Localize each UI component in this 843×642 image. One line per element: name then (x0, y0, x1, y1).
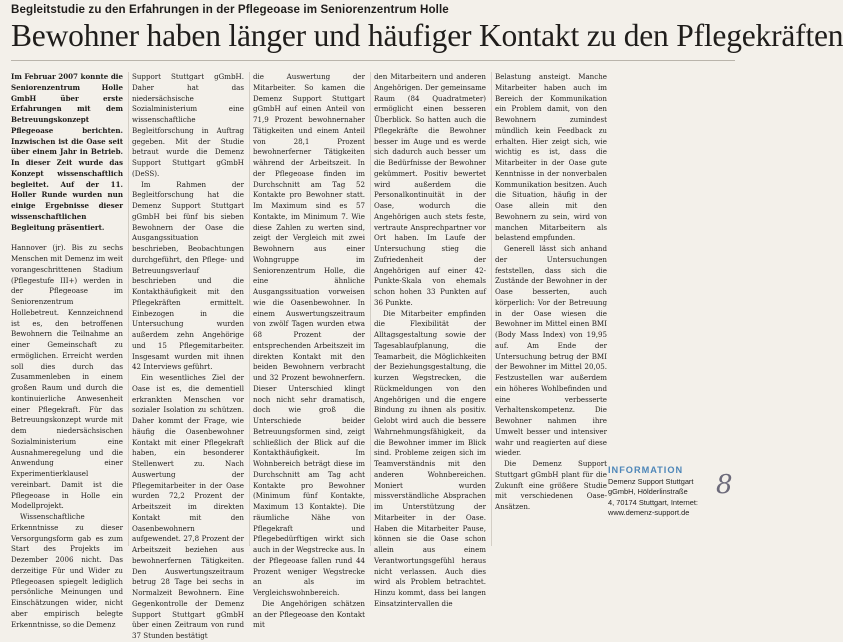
column-divider (370, 72, 371, 546)
lead-paragraph: Im Februar 2007 konnte die Seniorenzentrum Holle GmbH über erste Erfahrungen mit dem Betreuungskonzept Pflegeoase berichten. Inzwischen ist die Oase seit über einem Jahr in Betrieb. In dieser Zeit wurde das Konzept wissenschaftlich begleitet. Auf der 11. Holler Runde wurden nun einige Ergebnisse dieser wissenschaftlichen Begleitung präsentiert. (11, 72, 123, 232)
column-divider (249, 72, 250, 546)
info-line[interactable]: www.demenz-support.de (608, 508, 690, 518)
text-column-3 (253, 72, 365, 630)
column-divider (491, 72, 492, 546)
text-column-5 (495, 72, 607, 511)
body-paragraph: Die Demenz Support Stuttgart gGmbH plant für die Zukunft eine größere Studie mit verschiedenen Oase-Ansätzen. (495, 459, 607, 511)
body-paragraph: Wissenschaftliche Erkenntnisse zu dieser Versorgungsform gab es zum Start des Projekts im Dezember 2006 nicht. Das derzeitige Für und Wider zu Pflegeoasen spiegelt lediglich persönliche Meinungen und Einschätzungen wider, nicht aber empirisch belegte Erkenntnisse, so die Demenz (11, 512, 123, 629)
article-headline: Bewohner haben länger und häufiger Kontakt zu den Pflegekräften (11, 18, 843, 53)
info-line: gGmbH, Hölderlinstraße (608, 487, 688, 497)
text-column-2 (132, 72, 244, 640)
headline-rule (11, 60, 735, 61)
body-paragraph: die Auswertung der Mitarbeiter. So kamen die Demenz Support Stuttgart gGmbH auf einen Anteil von 71,9 Prozent bewohnernaher Tätigkeiten und einem Anteil von 28,1 Prozent bewohnerferner Tätigkeiten während der Arbeitszeit. In der Pflegeoase finden im Durchschnitt am Tag 52 Kontakte pro Bewohner statt. Im Maximum sind es 57 Kontakte, im Minimum 7. Wie diese Zahlen zu werten sind, zeigt der Vergleich mit zwei Bewohnern aus einer Wohngruppe im Seniorenzentrum Holle, die eine ähnliche Ausgangssituation vorweisen wie die Oasenbewohner. In einem Auswertungszeitraum von zwölf Tagen wurden etwa 68 Prozent der entsprechenden Arbeitszeit im direkten Kontakt mit den beiden Bewohnern verbracht und 32 Prozent bewohnerfern. Dieser Unterschied klingt noch nicht sehr dramatisch, doch wie groß die Unterschiede beider Betreuungsformen sind, zeigt schließlich der Blick auf die Kontakthäufigkeit. Im Wohnbereich beträgt diese im Durchschnitt am Tag acht Kontakte pro Bewohner (Minimum fünf Kontakte, Maximum 13 Kontakte). Die räumliche Nähe von Pflegekraft und Pflegebedürftigen wirkt sich auch in der Wegstrecke aus. In der Pflegeoase fallen rund 44 Prozent weniger Wegstrecke an als im Vergleichswohnbereich. (253, 72, 365, 597)
page-number: 8 (716, 470, 733, 500)
column-divider (128, 72, 129, 546)
body-paragraph: Ein wesentliches Ziel der Oase ist es, die dementiell erkrankten Menschen vor sozialer Isolation zu schützen. Daher kommt der Frage, wie häufig die Oasenbewohner Kontakt mit einer Pflegekraft haben, ein besonderer Stellenwert zu. Nach Auswertung der Pflegemitarbeiter in der Oase wurden 72,2 Prozent der Arbeitszeit im direkten Kontakt mit den Oasenbewohnern aufgewendet. 27,8 Prozent der Arbeitszeit beziehen aus bewohnerfernen Tätigkeiten. Den Auswertungszeitraum betrug 28 Tage bei sechs in Normalzeit Bewohnern. Eine Gegenkontrolle der Demenz Support Stuttgart gGmbH über einen Zeitraum von rund 37 Stunden bestätigt (132, 373, 244, 640)
info-line: Demenz Support Stuttgart (608, 477, 694, 486)
body-paragraph: den Mitarbeitern und anderen Angehörigen. Der gemeinsame Raum (84 Quadratmeter) ermöglicht einen besseren Überblick. So hatten auch die Pflegekräfte die Bewohner besser im Auge und es werde sich dadurch auch besser um die Bedürfnisse der Bewohner gekümmert. Positiv bewertet wird außerdem die Personalkontinuität in der Oase, wodurch die Angehörigen auch stets feste, vertraute Ansprechpartner vor Ort haben. Im Laufe der Untersuchung stieg die Zufriedenheit der Angehörigen auf einer 42-Punkte-Skala von ehemals schon hohen 33 Punkten auf 36 Punkte. (374, 72, 486, 307)
info-box (608, 465, 730, 543)
info-lines (608, 477, 730, 519)
info-line: 4, 70174 Stuttgart, Internet: (608, 497, 698, 507)
body-paragraph: Die Angehörigen schätzen an der Pflegeoase den Kontakt mit (253, 598, 365, 630)
body-paragraph: Generell lässt sich anhand der Untersuchungen feststellen, dass sich die Zustände der Bewohner in der Oase besserten, auch körperlich: Vor der Betreuung in der Oase wiesen die Bewohner im Mittel einen BMI (Body Mass Index) von 19,95 auf. Am Ende der Untersuchung betrug der BMI der Bewohner im Mittel 20,05. Festzustellen war außerdem ein höheres Wohlbefinden und eine verbesserte Verhaltenskompetenz. Die Bewohner nahmen ihre Umwelt besser und intensiver wahr und reagierten auf diese wieder. (495, 244, 607, 458)
body-paragraph: Support Stuttgart gGmbH. Daher hat das niedersächsische Sozialministerium eine wissenschaftliche Begleitforschung in Auftrag gegeben. Mit der Studie betraut wurde die Demenz Support Stuttgart gGmbH (DeSS). (132, 72, 244, 178)
text-column-4 (374, 72, 486, 608)
body-paragraph: Hannover (jr). Bis zu sechs Menschen mit Demenz im weit vorangeschrittenen Stadium (Pflegestufe III+) werden in der Pflegeoase im Seniorenzentrum Hollebetreut. Kennzeichnend ist es, den betroffenen Bewohnern die Teilnahme an einer Gemeinschaft zu ermöglichen. Erreicht werden soll dies durch das Zusammenleben in einem großen Raum und durch die kontinuierliche Anwesenheit einer Pflegekraft. Für das Betreuungskonzept wurde mit dem niedersächsischen Sozialministerium eine Ausnahmeregelung und die Anwendung einer Experimentierklausel vereinbart. Damit ist die Pflegeoase in Holle ein Modellprojekt. (11, 243, 123, 511)
body-paragraph: Belastung ansteigt. Manche Mitarbeiter haben auch im Bereich der Kommunikation ein Problem damit, von den Bewohnern zumindest mündlich kein Feedback zu erhalten. Hier zeigt sich, wie wichtig es ist, dass die Mitarbeiter in der Oase gute Kenntnisse in der nonverbalen Kommunikation besitzen. Auch die Situation, häufig in der Oase allein mit den Bewohnern zu sein, wird von manchen Mitarbeitern als belastend empfunden. (495, 72, 607, 243)
info-title: INFORMATION (608, 465, 684, 475)
body-paragraph: Die Mitarbeiter empfinden die Flexibilität der Alltagsgestaltung sowie der Tagesablaufplanung, die Teamarbeit, die Möglichkeiten der Beziehungsgestaltung, die kurzen Wegstrecken, die Rückmeldungen von den Angehörigen und die engere Bindung zu ihnen als positiv. Gelobt wird auch die bessere Wahrnehmungsfähigkeit, da die Bewohner immer im Blick sind. Probleme zeigen sich im Teamverständnis mit den anderen Wohnbereichen. Moniert wurden missverständliche Absprachen im Unterstützung der Mitarbeiter in der Oase. Haben die Mitarbeiter Pause, können sie die Oase schon allein aus einem Verantwortungsgefühl heraus nicht verlassen. Auch dies wird als Problem betrachtet. Hinzu kommt, dass bei langen Einsatzintervallen die (374, 308, 486, 608)
article-kicker: Begleitstudie zu den Erfahrungen in der Pflegeoase im Seniorenzentrum Holle (11, 3, 449, 16)
text-column-1 (11, 72, 123, 629)
body-paragraph: Im Rahmen der Begleitforschung hat die Demenz Support Stuttgart gGmbH bei fünf bis sieben Bewohnern der Oase die Ausgangssituation beschrieben, Beobachtungen durchgeführt, den Pflege- und Betreuungsverlauf beschrieben und die Kontakthäufigkeit mit den Pflegekräften ermittelt. Einbezogen in die Untersuchung wurden außerdem zehn Angehörige und 15 Pflegemitarbeiter. Insgesamt wurden mit ihnen 42 Interviews geführt. (132, 179, 244, 372)
